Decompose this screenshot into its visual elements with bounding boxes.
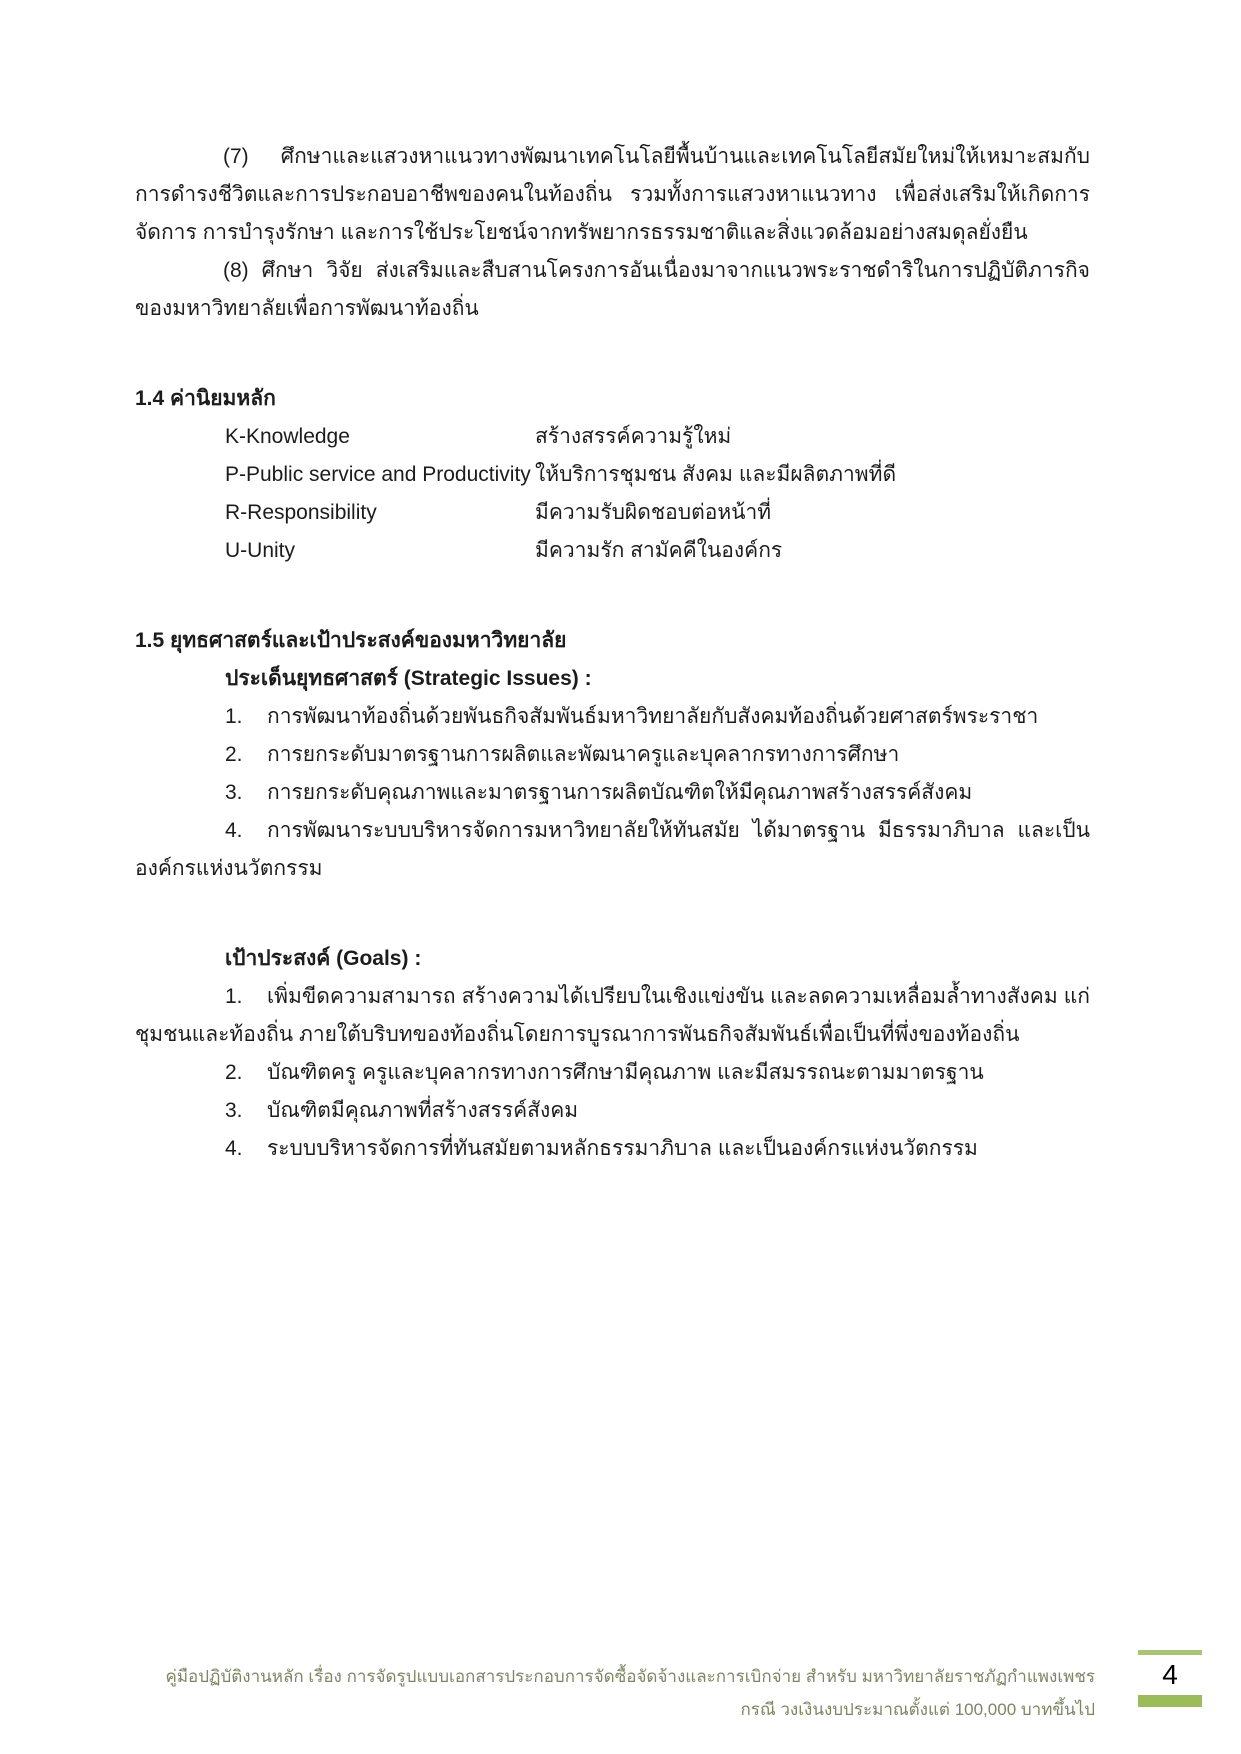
goal-item [135, 1130, 1090, 1168]
item-text: การพัฒนาท้องถิ่นด้วยพันธกิจสัมพันธ์มหาวิทยาลัยกับสังคมท้องถิ่นด้วยศาสตร์พระราชา [267, 705, 1039, 728]
strategic-issue-item [135, 698, 1090, 736]
goals-heading: เป้าประสงค์ (Goals) : [225, 947, 422, 970]
item-text: การพัฒนาระบบบริหารจัดการมหาวิทยาลัยให้ทันสมัย ได้มาตรฐาน มีธรรมาภิบาล และเป็นองค์กรแห่งนวัตกรรม [135, 819, 1090, 880]
core-value-desc: ให้บริการชุมชน สังคม และมีผลิตภาพที่ดี [535, 463, 897, 486]
item-text: บัณฑิตมีคุณภาพที่สร้างสรรค์สังคม [267, 1099, 579, 1122]
strategic-issue-item [135, 736, 1090, 774]
goals-section [135, 940, 1090, 1168]
page-number: 4 [1162, 1659, 1178, 1690]
footer-line-2: กรณี วงเงินงบประมาณตั้งแต่ 100,000 บาทขึ้นไป [740, 1700, 1095, 1719]
item-number: 4. [225, 819, 243, 842]
paragraph-7: (7) ศึกษาและแสวงหาแนวทางพัฒนาเทคโนโลยีพื้นบ้านและเทคโนโลยีสมัยใหม่ให้เหมาะสมกับการดำรงชีวิตและการประกอบอาชีพของคนในท้องถิ่น รวมทั้งการแสวงหาแนวทาง เพื่อส่งเสริมให้เกิดการจัดการ การบำรุงรักษา และการใช้ประโยชน์จากทรัพยากรธรรมชาติและสิ่งแวดล้อมอย่างสมดุลยั่งยืน [135, 145, 1090, 244]
strategic-issues-subheading: ประเด็นยุทธศาสตร์ (Strategic Issues) : [225, 667, 592, 690]
strategic-issue-item [135, 812, 1090, 888]
page-number-box [1138, 1650, 1202, 1707]
item-text: การยกระดับมาตรฐานการผลิตและพัฒนาครูและบุคลากรทางการศึกษา [267, 743, 900, 766]
core-value-desc: มีความรัก สามัคคีในองค์กร [535, 539, 783, 562]
item-number: 3. [225, 1099, 243, 1122]
goal-item [135, 978, 1090, 1054]
core-value-row [135, 494, 1090, 532]
core-value-key: P-Public service and Productivity [225, 463, 531, 486]
item-text: ระบบบริหารจัดการที่ทันสมัยตามหลักธรรมาภิบาล และเป็นองค์กรแห่งนวัตกรรม [267, 1137, 978, 1160]
core-value-key: K-Knowledge [225, 425, 350, 448]
goal-item [135, 1054, 1090, 1092]
item-text: บัณฑิตครู ครูและบุคลากรทางการศึกษามีคุณภาพ และมีสมรรถนะตามมาตรฐาน [267, 1061, 984, 1084]
item-number: 3. [225, 781, 243, 804]
item-number: 1. [225, 705, 243, 728]
strategic-issues-list [135, 698, 1090, 888]
item-number: 4. [225, 1137, 243, 1160]
item-text: การยกระดับคุณภาพและมาตรฐานการผลิตบัณฑิตให้มีคุณภาพสร้างสรรค์สังคม [267, 781, 973, 804]
footer-line-1: คู่มือปฏิบัติงานหลัก เรื่อง การจัดรูปแบบเอกสารประกอบการจัดซื้อจัดจ้างและการเบิกจ่าย สำหรับ มหาวิทยาลัยราชภัฏกำแพงเพชร [165, 1667, 1095, 1686]
page-footer [135, 1660, 1095, 1726]
item-number: 2. [225, 743, 243, 766]
core-values-table [135, 418, 1090, 570]
goal-item [135, 1092, 1090, 1130]
core-value-row [135, 532, 1090, 570]
page-content [135, 138, 1090, 1168]
core-value-desc: สร้างสรรค์ความรู้ใหม่ [535, 425, 732, 448]
core-value-key: U-Unity [225, 539, 296, 562]
paragraph-8: (8) ศึกษา วิจัย ส่งเสริมและสืบสานโครงการอันเนื่องมาจากแนวพระราชดำริในการปฏิบัติภารกิจของมหาวิทยาลัยเพื่อการพัฒนาท้องถิ่น [135, 259, 1090, 320]
item-number: 1. [225, 985, 243, 1008]
strategy-heading: 1.5 ยุทธศาสตร์และเป้าประสงค์ของมหาวิทยาลัย [135, 629, 567, 652]
strategic-issue-item [135, 774, 1090, 812]
core-value-row [135, 418, 1090, 456]
core-value-row [135, 456, 1090, 494]
core-value-key: R-Responsibility [225, 501, 377, 524]
item-text: เพิ่มขีดความสามารถ สร้างความได้เปรียบในเชิงแข่งขัน และลดความเหลื่อมล้ำทางสังคม แก่ชุมชนและท้องถิ่น ภายใต้บริบทของท้องถิ่นโดยการบูรณาการพันธกิจสัมพันธ์เพื่อเป็นที่พึ่งของท้องถิ่น [135, 985, 1090, 1046]
core-value-desc: มีความรับผิดชอบต่อหน้าที่ [535, 501, 772, 524]
item-number: 2. [225, 1061, 243, 1084]
page-number-bottom-bar [1138, 1695, 1202, 1707]
core-values-heading: 1.4 ค่านิยมหลัก [135, 387, 276, 410]
